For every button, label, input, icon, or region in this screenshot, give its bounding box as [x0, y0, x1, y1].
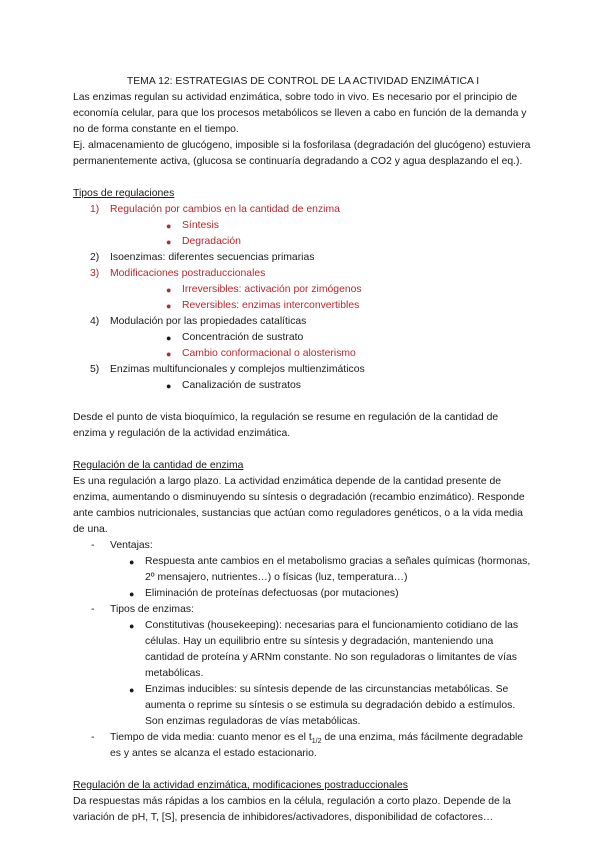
cantidad-list: [73, 538, 533, 762]
list-item: [110, 682, 533, 730]
sub-list: [110, 330, 533, 362]
dash-marker: -: [91, 732, 95, 743]
item-label: Modulación por las propiedades catalíticas: [110, 316, 307, 327]
intro-paragraph: Las enzimas regulan su actividad enzimática, sobre todo in vivo. Es necesario por el principio de economía celular, para que los procesos metabólicos se lleven a cabo en función de la demanda y no de forma constante en el tiempo.: [73, 92, 527, 135]
list-item: [73, 538, 533, 602]
bullet-icon: ●: [129, 557, 135, 567]
sub-item-label: Síntesis: [182, 220, 219, 231]
sub-item: [110, 234, 533, 250]
item-label: Enzimas multifuncionales y complejos multienzimáticos: [110, 364, 365, 375]
sub-item: [110, 218, 533, 234]
sub-item: [110, 282, 533, 298]
tipos-enzimas-label: Tipos de enzimas:: [110, 604, 194, 615]
bullet-icon: ●: [166, 381, 172, 391]
bullet-icon: ●: [166, 301, 172, 311]
ventajas-label: Ventajas:: [110, 540, 153, 551]
bullet-icon: ●: [166, 333, 172, 343]
sub-item-label: Concentración de sustrato: [182, 332, 304, 343]
item-label: Isoenzimas: diferentes secuencias primarias: [110, 252, 315, 263]
tipos-enzimas-list: [110, 618, 533, 730]
actividad-paragraph: Da respuestas más rápidas a los cambios en la célula, regulación a corto plazo. Depende de la variación de pH, T, [S], presencia de inhibidores/activadores, disponibilidad de cofactores…: [73, 796, 511, 823]
vida-media-sub: 1/2: [311, 738, 322, 746]
tipos-item: [73, 202, 533, 250]
bullet-icon: ●: [166, 221, 172, 231]
cantidad-paragraph: Es una regulación a largo plazo. La actividad enzimática depende de la cantidad presente de enzima, aumentando o disminuyendo su síntesis o degradación (recambio enzimático). Responde ante cambios nutricionales, sustancias que actúan como reguladores genéticos, o a la vida media de una.: [73, 476, 525, 535]
bullet-icon: ●: [129, 685, 135, 695]
example-paragraph: Ej. almacenamiento de glucógeno, imposible si la fosforilasa (degradación del glucógeno) estuviera permanentemente activa, (glucosa se continuaría degradando a CO2 y agua desplazando el eq.).: [73, 140, 531, 167]
sub-item-label: Reversibles: enzimas interconvertibles: [182, 300, 360, 311]
actividad-heading: Regulación de la actividad enzimática, modificaciones postraduccionales: [73, 780, 408, 791]
cantidad-heading: Regulación de la cantidad de enzima: [73, 460, 244, 471]
sub-item-label: Irreversibles: activación por zimógenos: [182, 284, 362, 295]
ventaja-text: Respuesta ante cambios en el metabolismo gracias a señales químicas (hormonas, 2º mensajero, nutrientes…) o físicas (luz, temperatura…): [145, 556, 531, 583]
item-number: 1): [90, 204, 100, 215]
summary-paragraph: Desde el punto de vista bioquímico, la regulación se resume en regulación de la cantidad de enzima y regulación de la actividad enzimática.: [73, 412, 499, 439]
tipos-item: [73, 314, 533, 362]
item-label: Regulación por cambios en la cantidad de enzima: [110, 204, 340, 215]
page-title: TEMA 12: ESTRATEGIAS DE CONTROL DE LA ACTIVIDAD ENZIMÁTICA I: [126, 76, 480, 87]
bullet-icon: ●: [166, 237, 172, 247]
list-item: [110, 586, 533, 602]
list-item: [110, 554, 533, 586]
sub-item-label: Canalización de sustratos: [182, 380, 301, 391]
sub-list: [110, 282, 533, 314]
bullet-icon: ●: [129, 589, 135, 599]
vida-media-pre: Tiempo de vida media: cuanto menor es el t: [110, 732, 312, 743]
bullet-icon: ●: [129, 621, 135, 631]
sub-item: [110, 330, 533, 346]
tipos-item: [73, 362, 533, 394]
sub-list: [110, 378, 533, 394]
dash-marker: -: [91, 604, 95, 615]
tipos-list: [73, 202, 533, 394]
document-body: [73, 74, 533, 826]
sub-item-label: Cambio conformacional o alosterismo: [182, 348, 356, 359]
tipos-item: [73, 250, 533, 266]
sub-item: [110, 346, 533, 362]
list-item: [73, 602, 533, 730]
sub-item: [110, 378, 533, 394]
tipos-heading: Tipos de regulaciones: [73, 188, 175, 199]
sub-list: [110, 218, 533, 250]
sub-item-label: Degradación: [182, 236, 241, 247]
item-label: Modificaciones postraduccionales: [110, 268, 266, 279]
item-number: 5): [90, 364, 100, 375]
dash-marker: -: [91, 540, 95, 551]
item-number: 2): [90, 252, 100, 263]
ventaja-text: Eliminación de proteínas defectuosas (por mutaciones): [145, 588, 399, 599]
ventajas-list: [110, 554, 533, 602]
tipo-enzima-text: Enzimas inducibles: su síntesis depende de las circunstancias metabólicas. Se aumenta o reprime su síntesis o se estimula su degradación debido a estímulos. Son enzimas reguladoras de vías metabólicas.: [145, 684, 516, 727]
sub-item: [110, 298, 533, 314]
bullet-icon: ●: [166, 349, 172, 359]
tipo-enzima-text: Constitutivas (housekeeping): necesarias para el funcionamiento cotidiano de las células. Hay un equilibrio entre su síntesis y degradación, manteniendo una cantidad de proteína y ARNm constante. No son reguladoras o limitantes de vías metabólicas.: [145, 620, 519, 679]
bullet-icon: ●: [166, 285, 172, 295]
tipos-item: [73, 266, 533, 314]
list-item: [110, 618, 533, 682]
item-number: 4): [90, 316, 100, 327]
vida-media-post: de una enzima, más fácilmente degradable es y antes se alcanza el estado estacionario.: [110, 732, 524, 759]
list-item: [73, 730, 533, 762]
item-number: 3): [90, 268, 100, 279]
